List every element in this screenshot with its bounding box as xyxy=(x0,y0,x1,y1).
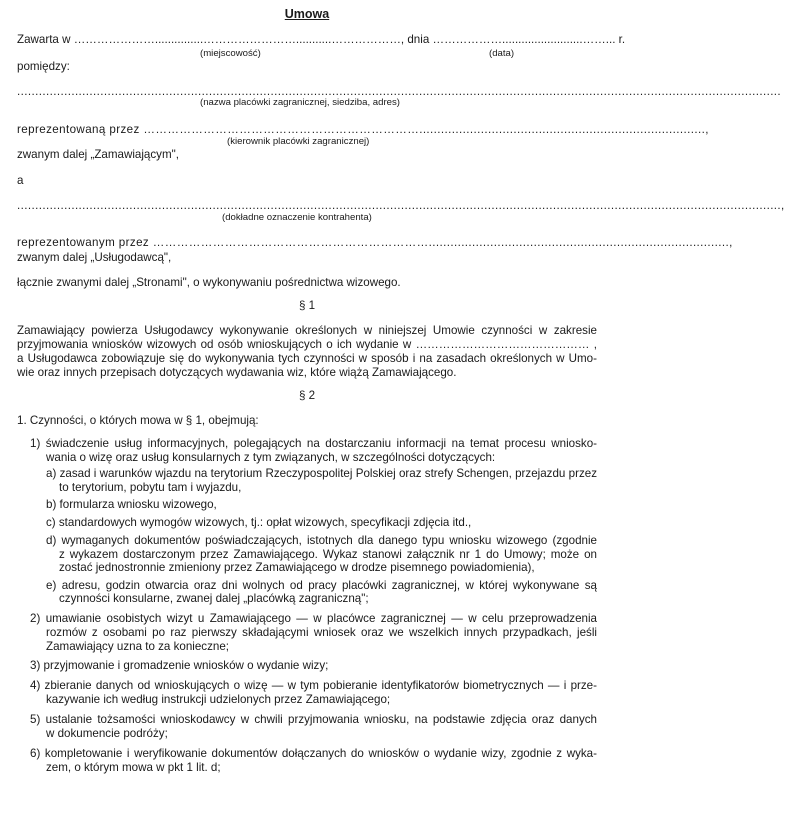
point-2-line: rozmów z osobami po raz pierwszy składającymi wniosek oraz we wszelkich innych przypadkach, jeśli xyxy=(46,626,597,639)
document-title: Umowa xyxy=(284,7,330,21)
contractor-dots: ..................................................................................................................................................................................................................., xyxy=(17,199,785,212)
place-date-line: Zawarta w …………………...............……………………...........………………, dnia ……………….........................……... r. xyxy=(17,33,626,46)
section-1-line: a Usługodawca zobowiązuje się do wykonywania tych czynności w sposób i na zasadach określonych w Umo- xyxy=(17,352,597,365)
and-label: a xyxy=(17,174,24,187)
represented-by-line-2: reprezentowanym przez ……………………………………………………………..................................................................................., xyxy=(17,236,733,249)
represented-by-line-1: reprezentowaną przez ……………………………………………………………..............................................................................., xyxy=(17,123,709,136)
point-4-line: kazywanie ich według instrukcji udzielonych przez Zamawiającego; xyxy=(46,693,391,706)
item-d-line: d) wymaganych dokumentów poświadczających, istotnych dla danego typu wniosku wizowego (zgodnie xyxy=(46,534,597,547)
point-5-line: 5) ustalanie tożsamości wnioskodawcy w chwili przyjmowania wniosku, na podstawie zdjęcia oraz danych xyxy=(30,713,597,726)
item-e-line: czynności konsularne, zwanej dalej „placówką zagraniczną"; xyxy=(59,592,369,605)
point-5-line: w dokumencie podróży; xyxy=(46,727,168,740)
called-provider: zwanym dalej „Usługodawcą", xyxy=(17,251,172,264)
point-6-line: zem, o którym mowa w pkt 1 lit. d; xyxy=(46,761,221,774)
item-d-line: zostać jednostronnie zmieniony przez Zamawiającego w drodze pisemnego powiadomienia), xyxy=(59,561,535,574)
label-post-name: (nazwa placówki zagranicznej, siedziba, adres) xyxy=(200,97,400,108)
post-name-dots: ................................................................................................................................................................................................................... xyxy=(17,85,782,98)
item-a-line: to terytorium, pobytu tam i wyjazdu, xyxy=(59,481,242,494)
label-head-of-post: (kierownik placówki zagranicznej) xyxy=(227,136,370,147)
section-1-line: Zamawiający powierza Usługodawcy wykonywanie określonych w niniejszej Umowie czynności w zakresie xyxy=(17,324,597,337)
item-a-line: a) zasad i warunków wjazdu na terytorium Rzeczypospolitej Polskiej oraz strefy Schengen, przejazdu przez xyxy=(46,467,597,480)
point-2-line: Zamawiający uzna to za konieczne; xyxy=(46,640,230,653)
label-place: (miejscowość) xyxy=(200,48,261,59)
section-1-line: przyjmowania wniosków wizowych od osób wnioskujących o ich wydanie w ……………………………………… , xyxy=(17,338,597,351)
item-c-line: c) standardowych wymogów wizowych, tj.: opłat wizowych, specyfikacji zdjęcia itd., xyxy=(46,516,472,529)
point-3-line: 3) przyjmowanie i gromadzenie wniosków o wydanie wizy; xyxy=(30,659,329,672)
called-client: zwanym dalej „Zamawiającym", xyxy=(17,148,179,161)
point-1-line: wania o wizę oraz usług konsularnych z tym związanych, w szczególności dotyczących: xyxy=(46,451,496,464)
point-4-line: 4) zbieranie danych od wnioskujących o wizę — w tym pobieranie identyfikatorów biometrycznych — i prze- xyxy=(30,679,597,692)
item-d-line: z wykazem dostarczonym przez Zamawiającego. Wykaz stanowi załącznik nr 1 do Umowy; może on xyxy=(59,548,597,561)
item-b-line: b) formularza wniosku wizowego, xyxy=(46,498,217,511)
point-2-line: 2) umawianie osobistych wizyt u Zamawiającego — w placówce zagranicznej — w celu przeprowadzenia xyxy=(30,612,597,625)
section-1-line: wie oraz innych przepisach dotyczących wydawania wiz, które wiążą Zamawiającego. xyxy=(17,366,457,379)
section-2-heading: § 2 xyxy=(298,389,316,402)
point-1-line: 1) świadczenie usług informacyjnych, polegających na dostarczaniu informacji na temat procesu wniosko- xyxy=(30,437,597,450)
section-2-intro: 1. Czynności, o których mowa w § 1, obejmują: xyxy=(17,414,259,427)
label-contractor: (dokładne oznaczenie kontrahenta) xyxy=(222,212,372,223)
between-label: pomiędzy: xyxy=(17,60,70,73)
point-6-line: 6) kompletowanie i weryfikowanie dokumentów dołączanych do wniosków o wydanie wizy, zgodnie z wyka- xyxy=(30,747,597,760)
label-date: (data) xyxy=(489,48,515,59)
jointly-called: łącznie zwanymi dalej „Stronami", o wykonywaniu pośrednictwa wizowego. xyxy=(17,276,401,289)
section-1-heading: § 1 xyxy=(298,299,316,312)
item-e-line: e) adresu, godzin otwarcia oraz dni wolnych od pracy placówki zagranicznej, w której wykonywane są xyxy=(46,579,597,592)
